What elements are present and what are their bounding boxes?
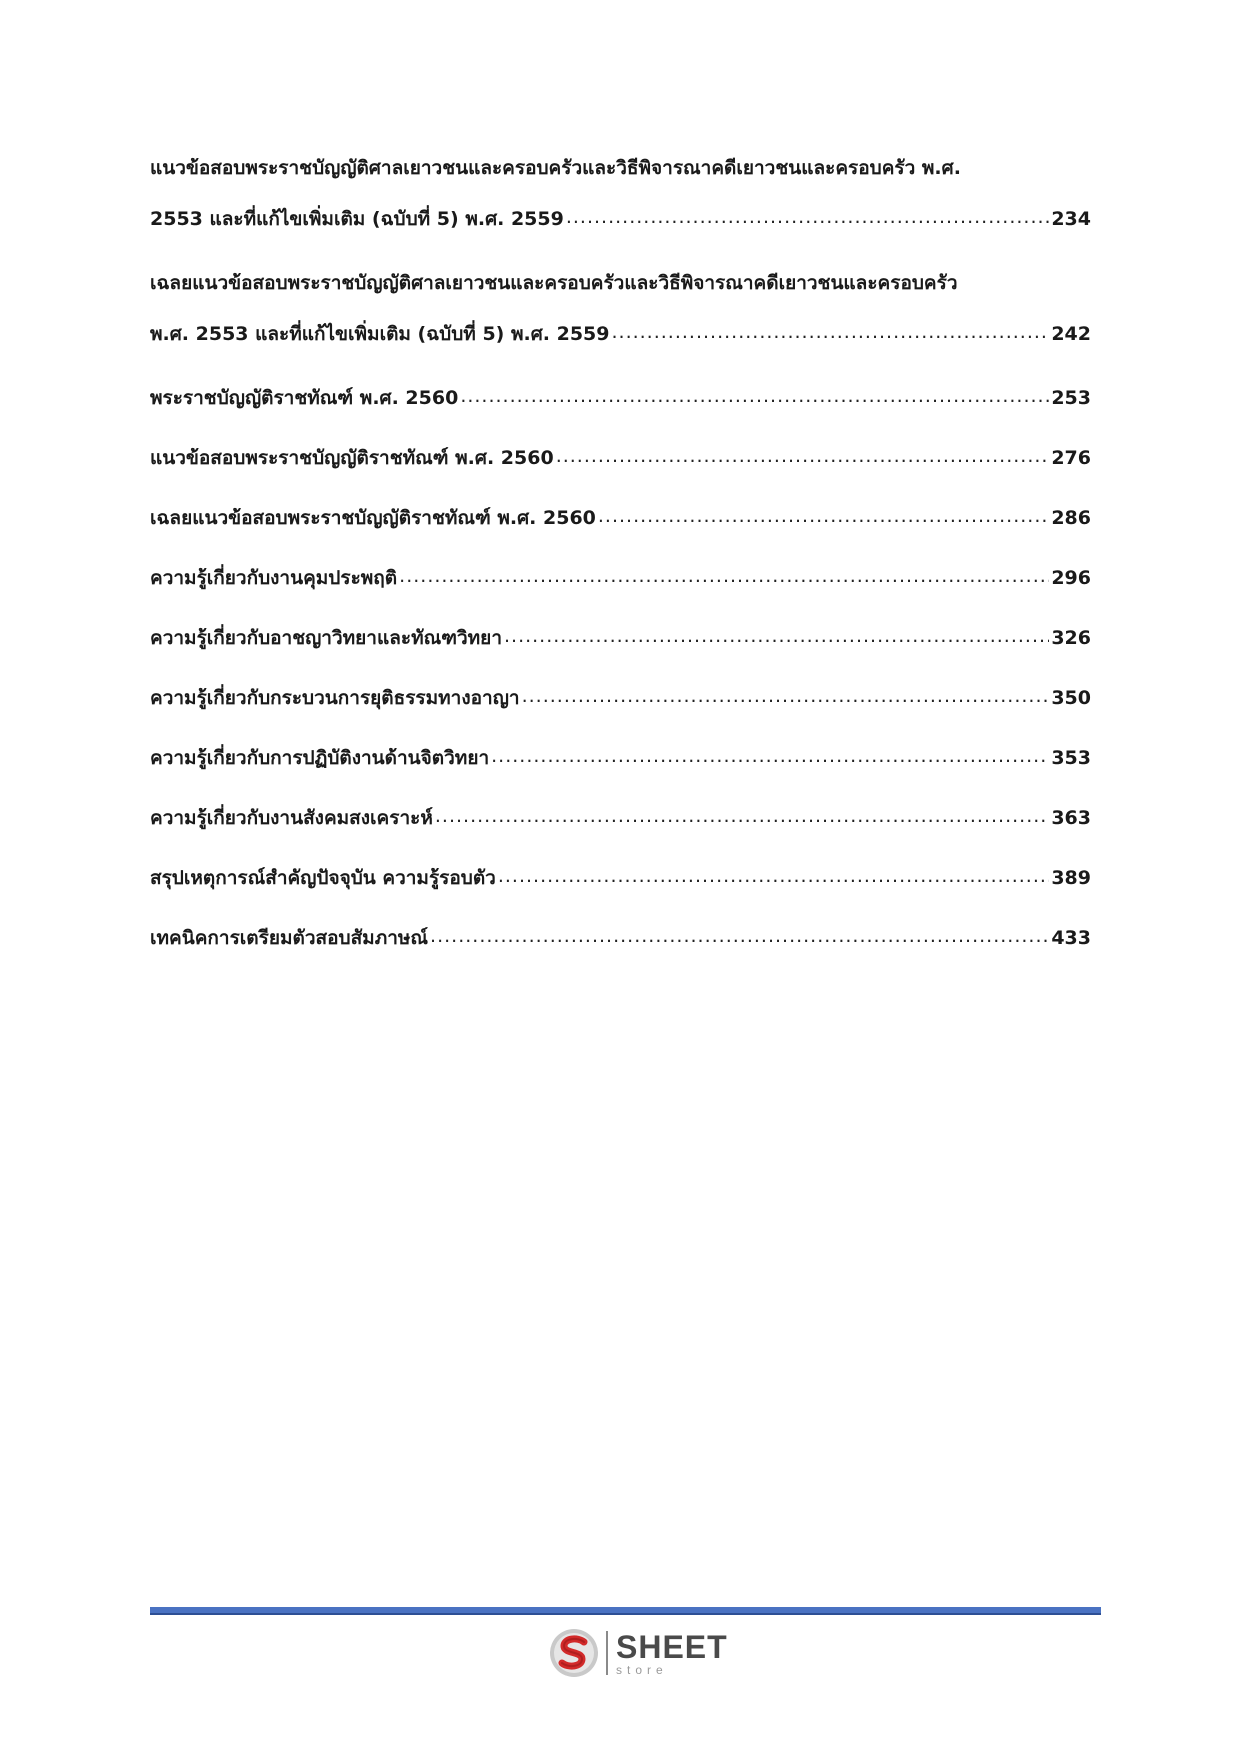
- sheet-store-logo: [548, 1625, 728, 1681]
- toc-entry-title-line1: เฉลยแนวข้อสอบพระราชบัญญัติศาลเยาวชนและครอบครัวและวิธีพิจารณาคดีเยาวชนและครอบครัว: [150, 272, 958, 294]
- footer-divider: [150, 1607, 1101, 1615]
- toc-page-number: 296: [1051, 567, 1091, 589]
- toc-page-number: 234: [1051, 208, 1091, 230]
- toc-entry-title: เทคนิคการเตรียมตัวสอบสัมภาษณ์: [150, 927, 429, 949]
- toc-entry-title: ความรู้เกี่ยวกับการปฏิบัติงานด้านจิตวิทยา: [150, 747, 490, 769]
- toc-entry[interactable]: [150, 623, 1091, 653]
- dot-leader: [598, 503, 1049, 531]
- toc-entry-title: แนวข้อสอบพระราชบัญญัติราชทัณฑ์ พ.ศ. 2560: [150, 447, 554, 469]
- toc-entry-leader-line: [150, 503, 1091, 533]
- toc-entry[interactable]: [150, 443, 1091, 473]
- toc-entry-title: ความรู้เกี่ยวกับงานคุมประพฤติ: [150, 567, 398, 589]
- toc-entry-leader-line: [150, 319, 1091, 349]
- toc-entry-title: ความรู้เกี่ยวกับอาชญาวิทยาและทัณฑวิทยา: [150, 627, 502, 649]
- toc-entry[interactable]: [150, 268, 1091, 349]
- dot-leader: [491, 743, 1049, 771]
- toc-page-number: 242: [1051, 323, 1091, 345]
- table-of-contents: [150, 153, 1091, 983]
- dot-leader: [435, 803, 1049, 831]
- logo-word: SHEET: [616, 1628, 728, 1665]
- toc-entry[interactable]: [150, 503, 1091, 533]
- dot-leader: [522, 683, 1050, 711]
- toc-entry-leader-line: [150, 863, 1091, 893]
- toc-entry[interactable]: [150, 923, 1091, 953]
- dot-leader: [460, 383, 1049, 411]
- toc-entry-title: สรุปเหตุการณ์สำคัญปัจจุบัน ความรู้รอบตัว: [150, 867, 496, 889]
- toc-entry-leader-line: [150, 204, 1091, 234]
- sheet-store-logo-icon: [548, 1627, 600, 1679]
- dot-leader: [504, 623, 1049, 651]
- toc-entry-title-line1: แนวข้อสอบพระราชบัญญัติศาลเยาวชนและครอบครัวและวิธีพิจารณาคดีเยาวชนและครอบครัว พ.ศ.: [150, 157, 961, 179]
- toc-entry-title: พระราชบัญญัติราชทัณฑ์ พ.ศ. 2560: [150, 387, 459, 409]
- toc-page-number: 433: [1051, 927, 1091, 949]
- toc-page-number: 253: [1051, 387, 1091, 409]
- toc-entry-leader-line: [150, 563, 1091, 593]
- toc-entry[interactable]: [150, 383, 1091, 413]
- toc-entry-leader-line: [150, 743, 1091, 773]
- toc-entry[interactable]: [150, 683, 1091, 713]
- toc-entry-leader-line: [150, 803, 1091, 833]
- logo-subtitle: store: [616, 1662, 668, 1677]
- toc-entry-leader-line: [150, 683, 1091, 713]
- toc-entry-title: ความรู้เกี่ยวกับกระบวนการยุติธรรมทางอาญา: [150, 687, 520, 709]
- toc-page-number: 350: [1051, 687, 1091, 709]
- toc-entry-leader-line: [150, 383, 1091, 413]
- toc-page-number: 363: [1051, 807, 1091, 829]
- logo-divider: [606, 1631, 608, 1675]
- toc-page-number: 353: [1051, 747, 1091, 769]
- toc-entry-title: ความรู้เกี่ยวกับงานสังคมสงเคราะห์: [150, 807, 433, 829]
- toc-page-number: 389: [1051, 867, 1091, 889]
- toc-page-number: 276: [1051, 447, 1091, 469]
- toc-entry-leader-line: [150, 623, 1091, 653]
- toc-entry-leader-line: [150, 923, 1091, 953]
- toc-entry-leader-line: [150, 443, 1091, 473]
- dot-leader: [566, 204, 1049, 232]
- toc-entry[interactable]: [150, 743, 1091, 773]
- dot-leader: [399, 563, 1049, 591]
- logo-text: [616, 1628, 728, 1677]
- dot-leader: [498, 863, 1049, 891]
- toc-entry-title: เฉลยแนวข้อสอบพระราชบัญญัติราชทัณฑ์ พ.ศ. 2560: [150, 507, 596, 529]
- toc-page-number: 286: [1051, 507, 1091, 529]
- toc-entry-title-line2: พ.ศ. 2553 และที่แก้ไขเพิ่มเติม (ฉบับที่ 5) พ.ศ. 2559: [150, 323, 610, 345]
- dot-leader: [430, 923, 1049, 951]
- toc-page-number: 326: [1051, 627, 1091, 649]
- dot-leader: [611, 319, 1049, 347]
- toc-entry[interactable]: [150, 563, 1091, 593]
- toc-entry[interactable]: [150, 153, 1091, 234]
- toc-entry[interactable]: [150, 803, 1091, 833]
- toc-entry-title-line2: 2553 และที่แก้ไขเพิ่มเติม (ฉบับที่ 5) พ.ศ. 2559: [150, 208, 564, 230]
- dot-leader: [556, 443, 1050, 471]
- toc-entry[interactable]: [150, 863, 1091, 893]
